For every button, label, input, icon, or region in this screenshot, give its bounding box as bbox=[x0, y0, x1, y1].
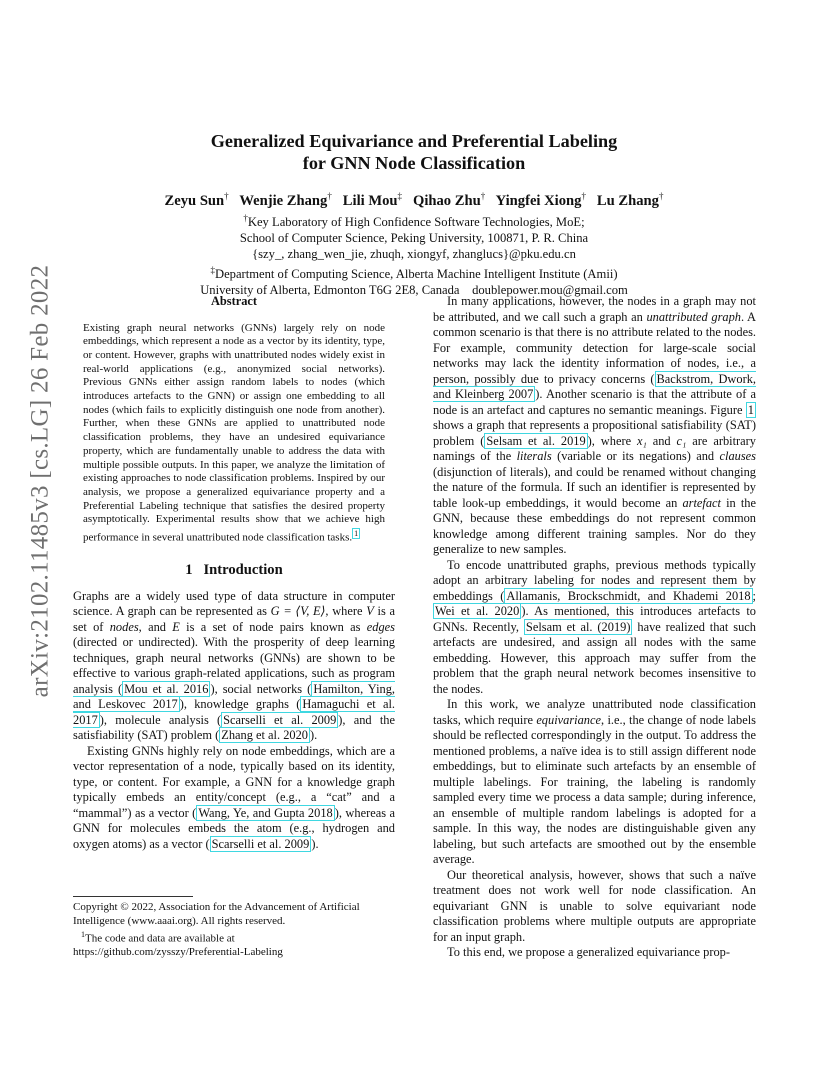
intro-paragraph-1: Graphs are a widely used type of data structure in computer science. A graph can be represented as G = ⟨V, E⟩, where V is a set of nodes, and E is a set of node pairs known as edges (directed or undirected). With the prosperity of deep learning techniques, graph neural networks (GNNs) are shown to be effective to various graph-related applications, such as program analysis ( Mou et al. 2016 ), social networks ( Hamilton, Ying, and Leskovec 2017 ), knowledge graphs ( Hamaguchi et al. 2017 ), molecule analysis ( Scarselli et al. 2009 ), and the satisfiability (SAT) problem ( Zhang et al. 2020 ). bbox=[73, 588, 396, 743]
right-column bbox=[433, 294, 756, 961]
arxiv-sidebar-stamp bbox=[22, 264, 58, 697]
author: Qihao Zhu† bbox=[412, 191, 486, 209]
figure-link[interactable]: 1 bbox=[747, 402, 754, 417]
affiliation-line: School of Computer Science, Peking University, 100871, P. R. China bbox=[239, 231, 589, 246]
section-heading-introduction: 1 Introduction bbox=[185, 562, 283, 579]
body-paragraph: To this end, we propose a generalized equivariance prop- bbox=[447, 945, 730, 959]
citation-link[interactable]: Wei et al. 2020 bbox=[435, 604, 520, 618]
footnote-1: $^1$The code and data are available at bbox=[81, 930, 235, 945]
author: Lu Zhang† bbox=[596, 191, 664, 209]
author: Lili Mou‡ bbox=[342, 191, 403, 209]
footnote-url: https://github.com/zysszy/Preferential-Labeling bbox=[73, 946, 283, 959]
arxiv-id: arXiv:2102.11485v3 [cs.LG] 26 Feb 2022 bbox=[26, 264, 54, 697]
citation-link[interactable]: Wang, Ye, and Gupta 2018 bbox=[198, 805, 333, 820]
author: Wenjie Zhang† bbox=[239, 191, 332, 209]
affiliation-line: University of Alberta, Edmonton T6G 2E8, Canada doublepower.mou@gmail.com bbox=[200, 283, 628, 298]
paper-title: Generalized Equivariance and Preferential Labeling for GNN Node Classification bbox=[210, 131, 618, 173]
footnotes bbox=[73, 896, 395, 960]
author: Yingfei Xiong† bbox=[495, 191, 586, 209]
author: Zeyu Sun† bbox=[164, 191, 229, 209]
author-list bbox=[100, 187, 728, 210]
citation-link[interactable]: Backstrom, Dwork, and Kleinberg 2007 bbox=[433, 371, 756, 401]
footnote-divider bbox=[73, 896, 193, 897]
left-column bbox=[73, 294, 395, 852]
citation-link[interactable]: Scarselli et al. 2009 bbox=[223, 712, 337, 727]
citation-link[interactable]: Hamilton, Ying, and Leskovec 2017 bbox=[73, 681, 396, 712]
citation-link[interactable]: Zhang et al. 2020 bbox=[221, 728, 308, 743]
abstract-text: Existing graph neural networks (GNNs) largely rely on node embeddings, which represent a node as a vector by its identity, type, or content. However, graphs with unattributed nodes widely exist in real-world applications (e.g., anonymized social networks). Previous GNNs either assign random labels to nodes (which introduces artefacts to the GNN) or assign one embedding to all nodes (which fails to explicitly distinguish one node from another). Further, when these GNNs are applied to unattributed node classification problems, they have an undesired equivariance property, which are fundamentally unable to address the data with multiple possible outputs. In this paper, we analyze the limitation of existing approaches to node classification problems. Inspired by our analysis, we propose a generalized equivariance property and a Preferential Labeling technique that satisfies the desired property asymptotically. Experimental results show that we achieve high performance in several unattributed node classification tasks. $^1$ bbox=[83, 321, 385, 544]
body-paragraph: In this work, we analyze unattributed node classification tasks, which require equivariance, i.e., the change of node labels should be reflected correspondingly in the output. To address the mentioned problems, a naïve idea is to still assign different node embeddings, but to eliminate such artefacts by an ensemble of multiple labelings. For training, the labeling is randomly sampled every time we process a data sample; during inference, an ensemble of multiple random labelings is adopted for a sample. In this way, the nodes are distinguishable given any labeling, but such artefacts are smoothed out by the ensemble average. bbox=[433, 697, 756, 866]
body-paragraph: In many applications, however, the nodes in a graph may not be attributed, and we call such a graph an unattributed graph. A common scenario is that there is no attribute related to the nodes. For example, community detection for large-scale social networks may lack the identity information of nodes, i.e., a person, possibly due to privacy concerns ( Backstrom, Dwork, and Kleinberg 2007 ). Another scenario is that the attribute of a node is an artefact and captures no semantic meanings. Figure 1 shows a graph that represents a propositional satisfiability (SAT) problem ( Selsam et al. 2019 ), where x₁ and c₁ are arbitrary namings of the literals (variable or its negations) and clauses (disjunction of literals), and could be renamed without changing the nature of the formula. If such an identifier is represented by table look-up embeddings, it would become an artefact in the GNN, because these embeddings do not represent common knowledge among different training samples. Nor do they generalize to new samples. bbox=[433, 294, 757, 556]
body-paragraph: Our theoretical analysis, however, shows that such a naïve treatment does not work well for node classification. An equivariant GNN is unable to solve equivariant node classification problems where multiple outputs are appropriate for an input graph. bbox=[433, 867, 756, 944]
citation-link[interactable]: Mou et al. 2016 bbox=[124, 681, 209, 696]
citation-link[interactable]: Allamanis, Brockschmidt, and Khademi 2018 bbox=[506, 588, 751, 603]
intro-paragraph-2: Existing GNNs highly rely on node embeddings, which are a vector representation of a node, typically based on its identity, type, or content. For example, a GNN for a knowledge graph typically embeds an entity/concept (e.g., a “cat” and a “mammal”) as a vector ( Wang, Ye, and Gupta 2018 ), whereas a GNN for molecules embeds the atom (e.g., hydrogen and oxygen atoms) as a vector ( Scarselli et al. 2009 ). bbox=[73, 743, 395, 851]
affiliation-line: ‡Department of Computing Science, Alberta Machine Intelligent Institute (Amii) bbox=[210, 265, 618, 282]
citation-link[interactable]: Hamaguchi et al. 2017 bbox=[73, 697, 395, 727]
paper-header bbox=[100, 130, 728, 298]
affiliation-emails: {szy_, zhang_wen_jie, zhuqh, xiongyf, zhanglucs}@pku.edu.cn bbox=[252, 247, 576, 262]
citation-link[interactable]: Selsam et al. 2019 bbox=[486, 433, 586, 448]
affiliation-line: †Key Laboratory of High Confidence Software Technologies, MoE; bbox=[243, 212, 585, 230]
citation-link[interactable]: Selsam et al. (2019) bbox=[525, 619, 631, 634]
footnote-link[interactable]: 1 bbox=[354, 529, 359, 539]
affiliations bbox=[100, 210, 728, 298]
citation-link[interactable]: Scarselli et al. 2009 bbox=[211, 836, 310, 851]
abstract-heading: Abstract bbox=[210, 294, 258, 308]
body-paragraph: To encode unattributed graphs, previous methods typically adopt an arbitrary labeling for nodes and represent them by embeddings ( Allamanis, Brockschmidt, and Khademi 2018 ; Wei et al. 2020 ). As mentioned, this introduces artefacts to GNNs. Recently, Selsam et al. (2019) have realized that such artefacts are undesired, and assign all nodes with the same embedding. However, this approach may suffer from the problem that the graph neural network becomes insensitive to the nodes. bbox=[433, 557, 756, 696]
copyright-notice: Copyright © 2022, Association for the Advancement of Artificial Intelligence (www.aaai.org). All rights reserved. bbox=[73, 901, 360, 927]
